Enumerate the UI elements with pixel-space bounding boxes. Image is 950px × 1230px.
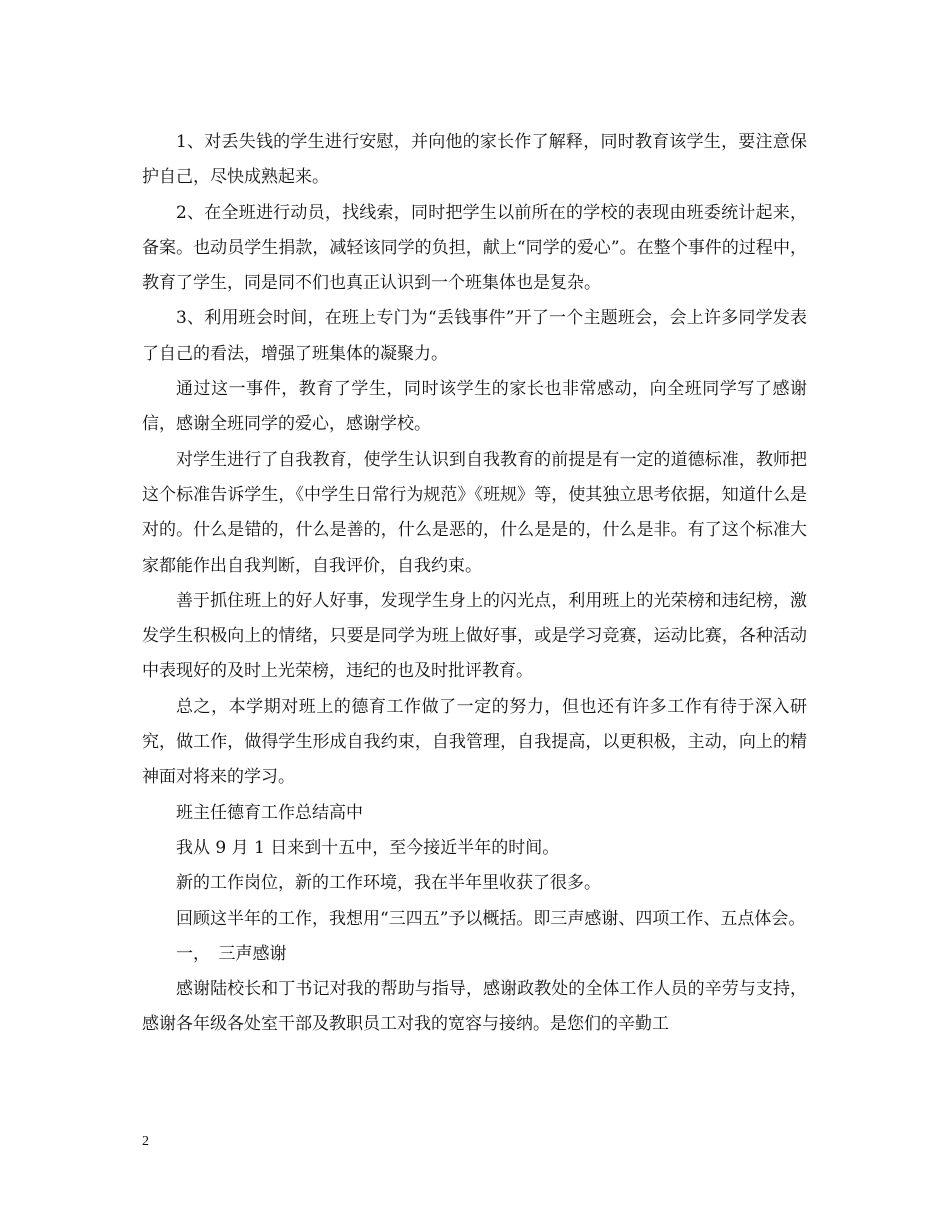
paragraph-10: 回顾这半年的工作，我想用“三四五”予以概括。即三声感谢、四项工作、五点体会。	[176, 908, 806, 929]
paragraph-7: 总之，本学期对班上的德育工作做了一定的努力，但也还有许多工作有待于深入研究，做工作，做得学生形成自我约束，自我管理，自我提高，以更积极，主动，向上的精神面对将来的学习。	[142, 696, 807, 788]
paragraph-1: 1、对丢失钱的学生进行安慰，并向他的家长作了解释，同时教育该学生，要注意保护自己，尽快成熟起来。	[142, 132, 807, 188]
paragraph-6: 善于抓住班上的好人好事，发现学生身上的闪光点，利用班上的光荣榜和违纪榜，激发学生积极向上的情绪，只要是同学为班上做好事，或是学习竞赛，运动比赛，各种活动中表现好的及时上光荣榜，违纪的也及时批评教育。	[142, 590, 807, 682]
paragraph-8: 我从 9 月 1 日来到十五中，至今接近半年的时间。	[176, 837, 560, 858]
paragraph-5: 对学生进行了自我教育，使学生认识到自我教育的前提是有一定的道德标准，教师把这个标准告诉学生，《中学生日常行为规范》《班规》等，使其独立思考依据，知道什么是对的。什么是错的，什么是善的，什么是恶的，什么是是的，什么是非。有了这个标准大家都能作出自我判断，自我评价，自我约束。	[142, 449, 807, 576]
paragraph-9: 新的工作岗位，新的工作环境，我在半年里收获了很多。	[176, 873, 601, 894]
paragraph-11: 感谢陆校长和丁书记对我的帮助与指导，感谢政教处的全体工作人员的辛劳与支持，感谢各年级各处室干部及教职员工对我的宽容与接纳。是您们的辛勤工	[142, 979, 807, 1035]
section-title: 班主任德育工作总结高中	[176, 802, 363, 823]
paragraph-2: 2、在全班进行动员，找线索，同时把学生以前所在的学校的表现由班委统计起来，备案。也动员学生捐款，减轻该同学的负担，献上“同学的爱心”。在整个事件的过程中，教育了学生，同是同不们也真正认识到一个班集体也是复杂。	[142, 202, 807, 294]
paragraph-3: 3、利用班会时间，在班上专门为“丢钱事件”开了一个主题班会，会上许多同学发表了自己的看法，增强了班集体的凝聚力。	[142, 308, 807, 364]
paragraph-4: 通过这一事件，教育了学生，同时该学生的家长也非常感动，向全班同学写了感谢信，感谢全班同学的爱心，感谢学校。	[142, 379, 807, 435]
page-number: 2	[142, 1134, 149, 1149]
subheading-three-thanks: 一， 三声感谢	[176, 943, 287, 964]
document-body	[142, 125, 807, 1043]
